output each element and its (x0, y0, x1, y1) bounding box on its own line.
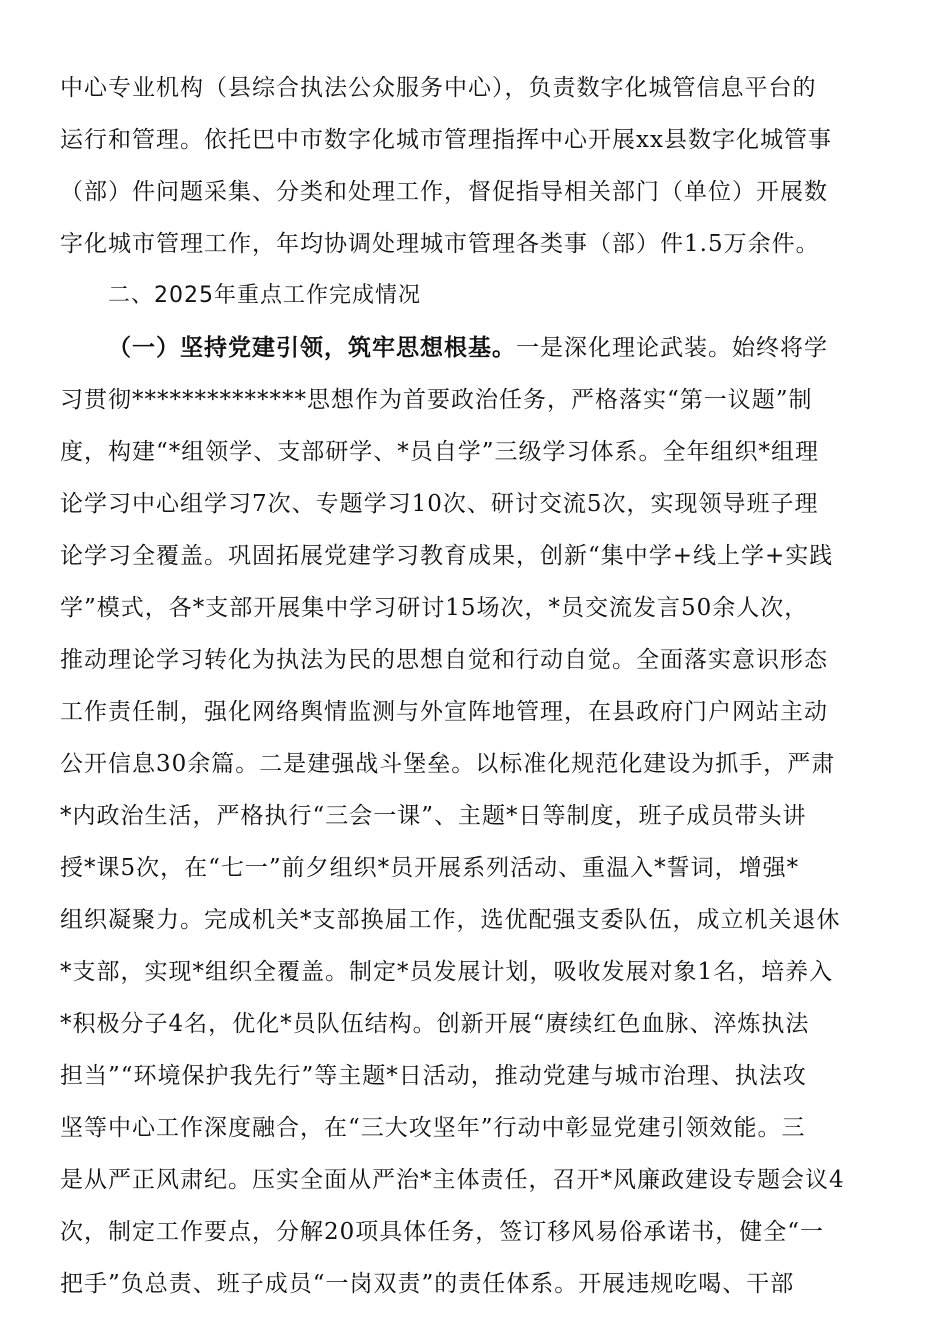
text-line: 授*课5次，在“七一”前夕组织*员开展系列活动、重温入*誓词，增强* (60, 855, 800, 881)
text-line: *内政治生活，严格执行“三会一课”、主题*日等制度，班子成员带头讲 (60, 803, 807, 829)
text-line: *支部，实现*组织全覆盖。制定*员发展计划，吸收发展对象1名，培养入 (60, 959, 834, 985)
text-line: 公开信息30余篇。二是建强战斗堡垒。以标准化规范化建设为抓手，严肃 (60, 751, 836, 777)
text-line: （部）件问题采集、分类和处理工作，督促指导相关部门（单位）开展数 (60, 179, 828, 205)
subsection-line (108, 322, 928, 374)
text-line: 推动理论学习转化为执法为民的思想自觉和行动自觉。全面落实意识形态 (60, 647, 828, 673)
subsection-title: （一）坚持党建引领，筑牢思想根基。 (108, 335, 516, 361)
text-line: *积极分子4名，优化*员队伍结构。创新开展“赓续红色血脉、淬炼执法 (60, 1011, 810, 1037)
text-line: 论学习中心组学习7次、专题学习10次、研讨交流5次，实现领导班子理 (60, 491, 819, 517)
text-line: 次，制定工作要点，分解20项具体任务，签订移风易俗承诺书，健全“一 (60, 1219, 825, 1245)
text-line: 度，构建“*组领学、支部研学、*员自学”三级学习体系。全年组织*组理 (60, 439, 820, 465)
section-heading: 二、2025年重点工作完成情况 (108, 283, 421, 308)
text-line: 工作责任制，强化网络舆情监测与外宣阵地管理，在县政府门户网站主动 (60, 699, 828, 725)
subsection-text: 一是深化理论武装。始终将学 (516, 335, 828, 361)
text-line: 把手”负总责、班子成员“一岗双责”的责任体系。开展违规吃喝、干部 (60, 1271, 795, 1297)
text-line: 学”模式，各*支部开展集中学习研讨15场次，*员交流发言50余人次， (60, 595, 809, 621)
text-line: 字化城市管理工作，年均协调处理城市管理各类事（部）件1.5万余件。 (60, 231, 820, 257)
text-line: 是从严正风肃纪。压实全面从严治*主体责任，召开*风廉政建设专题会议4 (60, 1167, 845, 1193)
text-line: 运行和管理。依托巴中市数字化城市管理指挥中心开展xx县数字化城管事 (60, 127, 832, 153)
text-line: 论学习全覆盖。巩固拓展党建学习教育成果，创新“集中学+线上学+实践 (60, 543, 834, 569)
text-line: 习贯彻**************思想作为首要政治任务，严格落实“第一议题”制 (60, 387, 813, 413)
text-line: 坚等中心工作深度融合，在“三大攻坚年”行动中彰显党建引领效能。三 (60, 1115, 806, 1141)
text-line: 中心专业机构（县综合执法公众服务中心），负责数字化城管信息平台的 (60, 75, 817, 101)
text-line: 担当”“环境保护我先行”等主题*日活动，推动党建与城市治理、执法攻 (60, 1063, 807, 1089)
text-line: 组织凝聚力。完成机关*支部换届工作，选优配强支委队伍，成立机关退休 (60, 907, 841, 933)
